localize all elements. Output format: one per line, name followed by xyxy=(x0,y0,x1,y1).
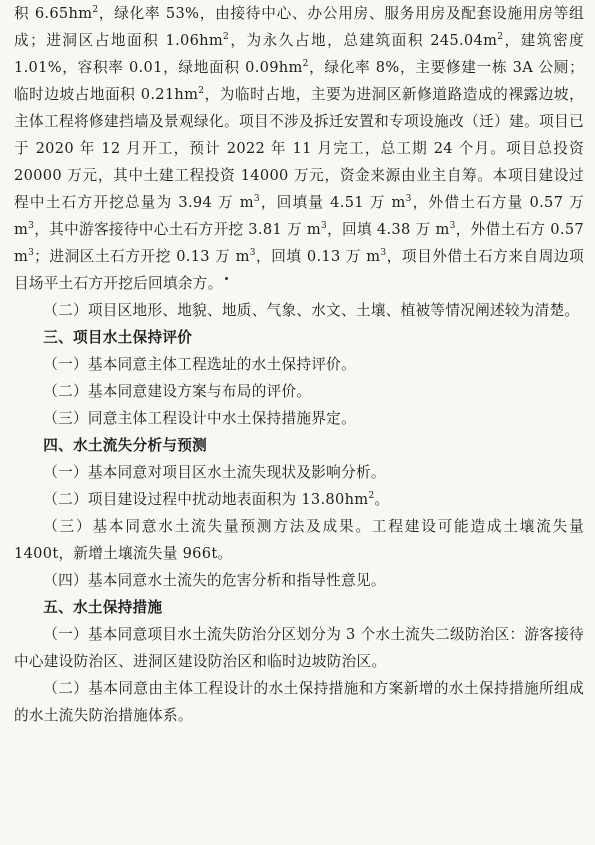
project-overview-paragraph: 积 $6.65hm^2$，绿化率 53%，由接待中心、办公用房、服务用房及配套设施用房等组成；进洞区占地面积 $1.06hm^2$，为永久占地，总建筑面积 $245.04m^2$，建筑密度 1.01%，容积率 0.01，绿地面积 $0.09hm^2$，绿化率 8%，主要修建一栋 3A 公厕；临时边坡占地面积 $0.21hm^2$，为临时占地，主要为进洞区新修道路造成的裸露边坡，主体工程将修建挡墙及景观绿化。项目不涉及拆迁安置和专项设施改（迁）建。项目已于 2020 年 12 月开工，预计 2022 年 11 月完工，总工期 24 个月。项目总投资 20000 万元，其中土建工程投资 14000 万元，资金来源由业主自筹。本项目建设过程中土石方开挖总量为 3.94 万 $m^3$，回填量 4.51 万 $m^3$，外借土石方量 0.57 万 $m^3$，其中游客接待中心土石方开挖 3.81 万 $m^3$，回填 4.38 万 $m^3$，外借土石方 0.57 $m^3$；进洞区土石方开挖 0.13 万 $m^3$，回填 0.13 万 $m^3$，项目外借土石方来自周边项目场平土石方开挖后回填余方。 xyxy=(14,5,585,292)
section-4-item-2: （二）项目建设过程中扰动地表面积为 $13.80hm^2$。 xyxy=(43,491,390,508)
ink-dot-mark xyxy=(225,277,228,280)
section-heading-3: 三、项目水土保持评价 xyxy=(43,329,193,346)
section-3-item-1: （一）基本同意主体工程选址的水土保持评价。 xyxy=(43,356,356,373)
section-4-item-4: （四）基本同意水土流失的危害分析和指导性意见。 xyxy=(43,572,386,589)
section-heading-5: 五、水土保持措施 xyxy=(43,599,163,616)
section-5-item-2: （二）基本同意由主体工程设计的水土保持措施和方案新增的水土保持措施所组成的水土流失防治措施体系。 xyxy=(14,680,584,724)
section-4-item-3: （三）基本同意水土流失量预测方法及成果。工程建设可能造成土壤流失量 1400t，新增土壤流失量 966t。 xyxy=(14,518,584,562)
section-3-item-3: （三）同意主体工程设计中水土保持措施界定。 xyxy=(43,410,356,427)
section-3-item-2: （二）基本同意建设方案与布局的评价。 xyxy=(43,383,312,400)
section-heading-4: 四、水土流失分析与预测 xyxy=(43,437,208,454)
document-body xyxy=(14,0,584,729)
terrain-paragraph: （二）项目区地形、地貌、地质、气象、水文、土壤、植被等情况阐述较为清楚。 xyxy=(43,302,580,319)
section-4-item-1: （一）基本同意对项目区水土流失现状及影响分析。 xyxy=(43,464,386,481)
section-5-item-1: （一）基本同意项目水土流失防治分区划分为 3 个水土流失二级防治区：游客接待中心建设防治区、进洞区建设防治区和临时边坡防治区。 xyxy=(14,626,584,670)
